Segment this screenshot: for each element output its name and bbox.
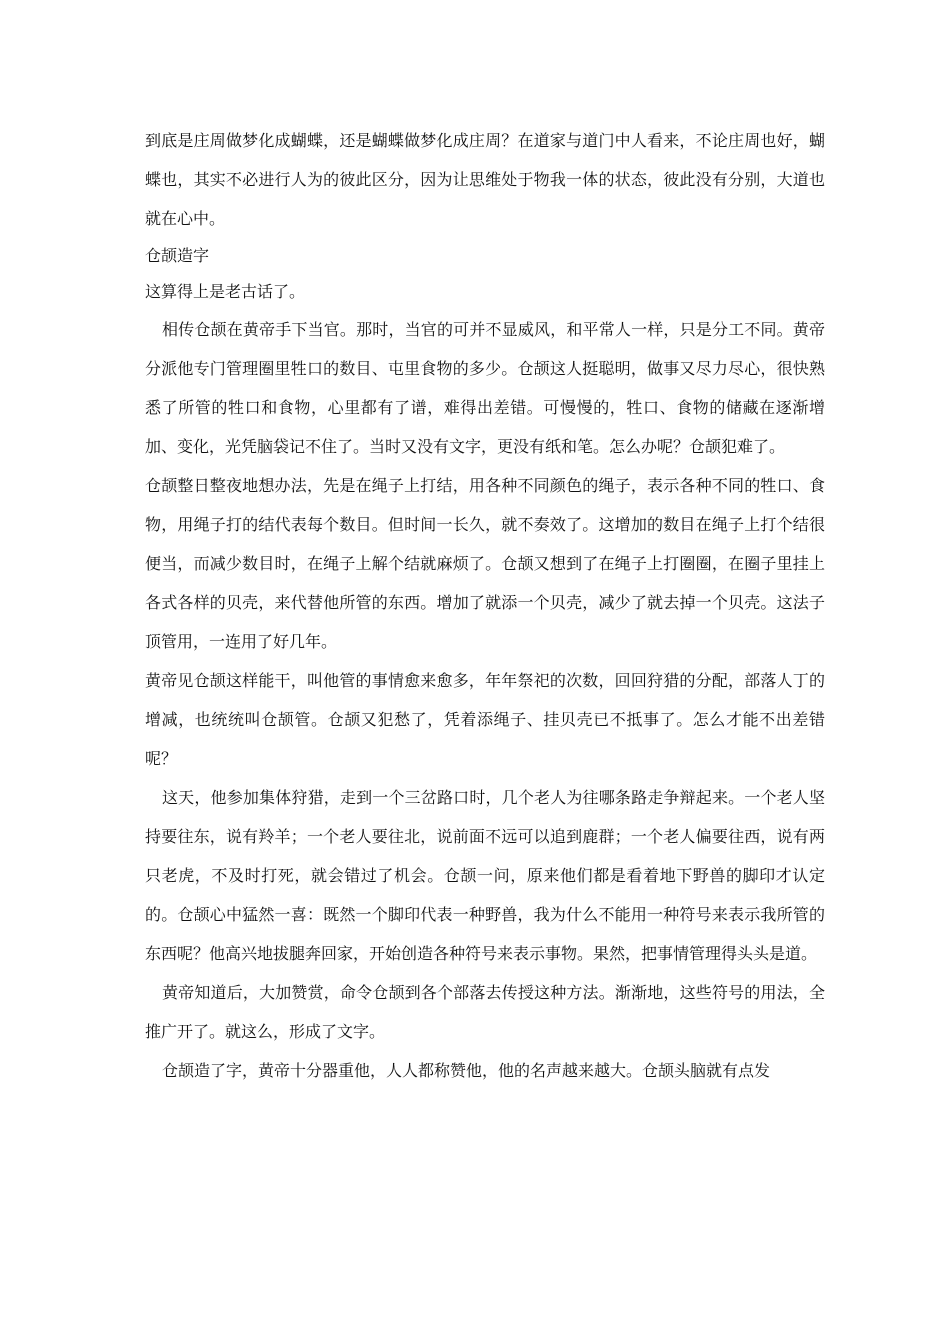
paragraph-intro: 这算得上是老古话了。 — [145, 282, 306, 301]
paragraph-footprints: 这天，他参加集体狩猎，走到一个三岔路口时，几个老人为往哪条路走争辩起来。一个老人坚持要往东，说有羚羊；一个老人要往北，说前面不远可以追到鹿群；一个老人偏要往西，说有两只老虎，不及时打死，就会错过了机会。仓颉一问，原来他们都是看着地下野兽的脚印才认定的。仓颉心中猛然一喜：既然一个脚印代表一种野兽，我为什么不能用一种符号来表示我所管的东西呢？他高兴地拔腿奔回家，开始创造各种符号来表示事物。果然，把事情管理得头头是道。 — [145, 788, 825, 963]
document-body — [145, 121, 825, 1090]
paragraph-zhuangzhou-butterfly: 到底是庄周做梦化成蝴蝶，还是蝴蝶做梦化成庄周？在道家与道门中人看来，不论庄周也好，蝴蝶也，其实不必进行人为的彼此区分，因为让思维处于物我一体的状态，彼此没有分别，大道也就在心中。 — [145, 131, 825, 228]
paragraph-fame: 仓颉造了字，黄帝十分器重他，人人都称赞他，他的名声越来越大。仓颉头脑就有点发 — [162, 1061, 771, 1080]
paragraph-more-duties: 黄帝见仓颉这样能干，叫他管的事情愈来愈多，年年祭祀的次数，回回狩猎的分配，部落人丁的增减，也统统叫仓颉管。仓颉又犯愁了，凭着添绳子、挂贝壳已不抵事了。怎么才能不出差错呢？ — [145, 671, 825, 768]
section-title: 仓颉造字 — [145, 246, 210, 265]
paragraph-writing-spread: 黄帝知道后，大加赞赏，命令仓颉到各个部落去传授这种方法。渐渐地，这些符号的用法，全推广开了。就这么，形成了文字。 — [145, 983, 825, 1041]
paragraph-cangjie-official: 相传仓颉在黄帝手下当官。那时，当官的可并不显威风，和平常人一样，只是分工不同。黄帝分派他专门管理圈里牲口的数目、屯里食物的多少。仓颉这人挺聪明，做事又尽力尽心，很快熟悉了所管的牲口和食物，心里都有了谱，难得出差错。可慢慢的，牲口、食物的储藏在逐渐增加、变化，光凭脑袋记不住了。当时又没有文字，更没有纸和笔。怎么办呢？仓颉犯难了。 — [145, 320, 825, 456]
paragraph-knot-rope: 仓颉整日整夜地想办法，先是在绳子上打结，用各种不同颜色的绳子，表示各种不同的牲口、食物，用绳子打的结代表每个数目。但时间一长久，就不奏效了。这增加的数目在绳子上打个结很便当，而减少数目时，在绳子上解个结就麻烦了。仓颉又想到了在绳子上打圈圈，在圈子里挂上各式各样的贝壳，来代替他所管的东西。增加了就添一个贝壳，减少了就去掉一个贝壳。这法子顶管用，一连用了好几年。 — [145, 476, 825, 651]
